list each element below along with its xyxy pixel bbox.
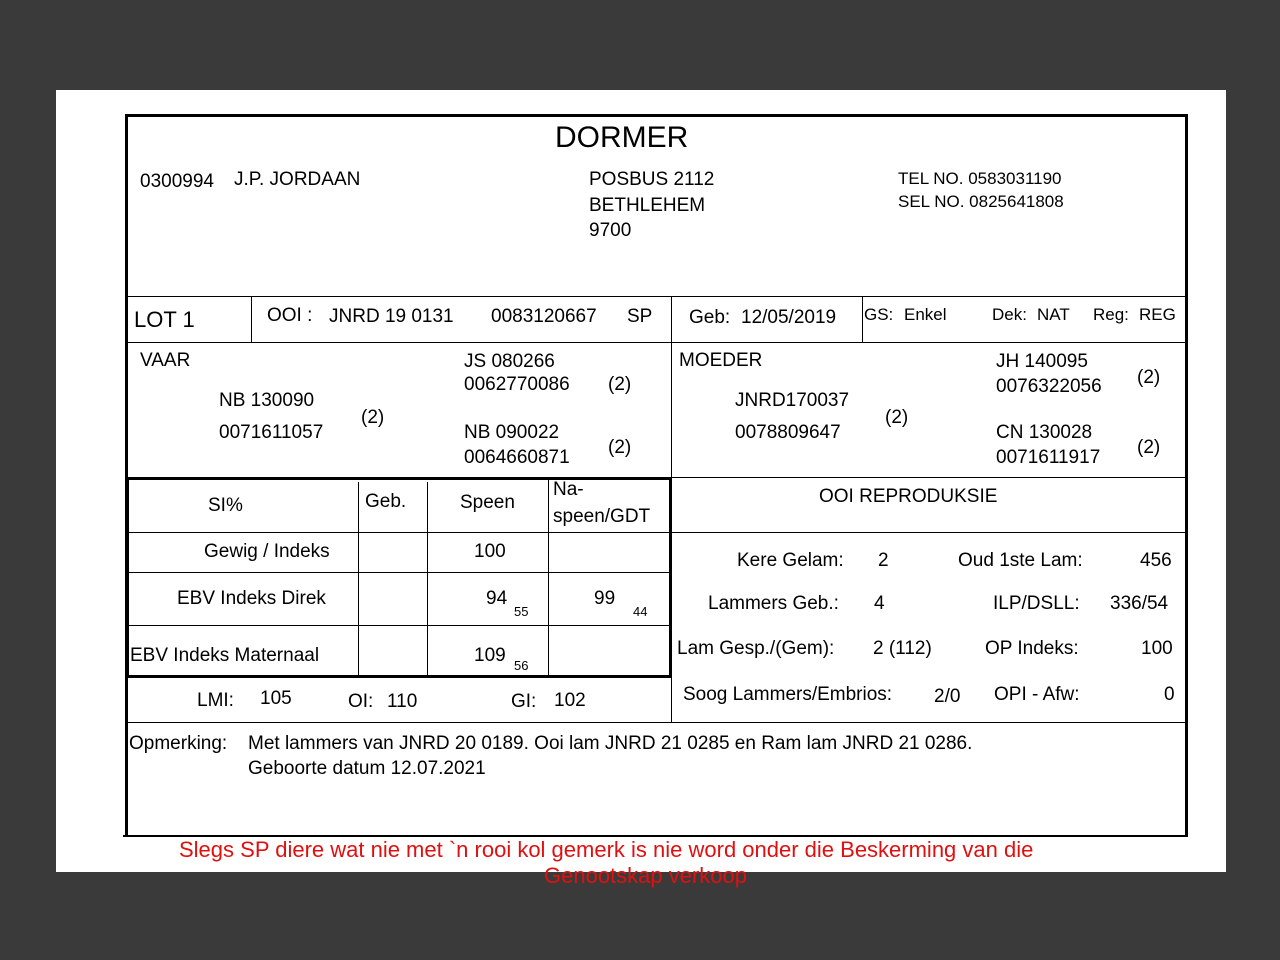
line-index-col2 [427,482,428,676]
moeder-number: 0078809647 [735,422,841,443]
remarks-line-2: Geboorte datum 12.07.2021 [248,758,486,779]
moeder-dam-id: CN 130028 [996,422,1093,443]
index-row-naspeen: 99 [594,588,616,609]
remarks-line-1: Met lammers van JNRD 20 0189. Ooi lam JNRD 21 0285 en Ram lam JNRD 21 0286. [248,733,973,754]
address-line-2: BETHLEHEM [589,195,706,216]
line-index-right [669,477,672,677]
line-index-row1 [126,532,672,533]
kere-label: Kere Gelam: [737,550,844,571]
soog-value: 2/0 [934,686,961,707]
vaar-number: 0071611057 [219,422,324,443]
ilp-value: 336/54 [1110,593,1169,614]
moeder-sire-number: 0076322056 [996,376,1102,397]
ilp-label: ILP/DSLL: [993,593,1080,614]
line-repro-title [672,532,1188,533]
moeder-label: MOEDER [679,350,763,371]
line-repro-top [672,477,1188,478]
gs-value: Enkel [904,305,947,324]
owner-name: J.P. JORDAAN [234,169,361,190]
reg-label: Reg: [1093,305,1129,324]
ooi-label: OOI : [267,305,313,326]
moeder-dam-number: 0071611917 [996,447,1101,468]
owner-id: 0300994 [140,171,214,192]
dek-label: Dek: [992,305,1027,324]
gs-label: GS: [864,305,894,324]
vaar-dam-id: NB 090022 [464,422,560,443]
oud-label: Oud 1ste Lam: [958,550,1083,571]
index-row-speen-sub: 55 [514,604,529,619]
index-row-speen: 94 [486,588,508,609]
line-gs-divider [862,296,863,342]
frame-left [125,114,128,836]
frame-right [1185,114,1188,836]
geb-label: Geb: [689,307,731,328]
lmi-value: 105 [260,688,292,709]
op-label: OP Indeks: [985,638,1079,659]
opi-value: 0 [1164,684,1175,705]
reg-value: REG [1139,305,1176,324]
gesp-label: Lam Gesp./(Gem): [677,638,835,659]
dek-value: NAT [1037,305,1070,324]
gesp-value: 2 (112) [873,638,932,659]
index-row-speen-sub: 56 [514,658,529,673]
vaar-sire-number: 0062770086 [464,374,570,395]
index-row-label: EBV Indeks Maternaal [130,645,320,666]
index-header-si: SI% [208,495,243,516]
vaar-id: NB 130090 [219,390,315,411]
oi-value: 110 [387,691,418,712]
gi-label: GI: [511,691,537,712]
line-index-col1 [358,482,359,676]
line-summary-bottom [126,722,1188,723]
tel-number: TEL NO. 0583031190 [898,169,1062,188]
index-row-label: EBV Indeks Direk [177,588,326,609]
kere-value: 2 [878,550,889,571]
line-index-row2 [126,572,672,573]
oi-label: OI: [348,691,374,712]
index-row-speen: 109 [474,645,506,666]
line-lot-top [126,296,1188,297]
breed-title: DORMER [555,121,689,154]
ooi-number: 0083120667 [491,306,597,327]
remarks-label: Opmerking: [129,733,228,754]
cell-number: SEL NO. 0825641808 [898,192,1064,211]
lmi-label: LMI: [197,690,234,711]
op-value: 100 [1141,638,1173,659]
auction-card [56,90,1226,888]
frame-top [126,114,1188,117]
line-index-bottom [126,675,672,678]
footer-notice-cut: Genootskap verkoop [544,863,748,888]
geb-value: 12/05/2019 [741,307,837,328]
index-row-speen: 100 [474,541,506,562]
moeder-id: JNRD170037 [735,390,850,411]
line-index-row3 [126,625,672,626]
vaar-label: VAAR [140,350,191,371]
gi-value: 102 [554,690,586,711]
vaar-dam-number: 0064660871 [464,447,570,468]
lot-label: LOT 1 [134,307,195,332]
lammers-value: 4 [874,593,885,614]
soog-label: Soog Lammers/Embrios: [683,684,893,705]
index-header-geb: Geb. [365,491,407,512]
moeder-sire-count: (2) [1137,367,1161,388]
line-index-col3 [548,480,549,676]
moeder-dam-count: (2) [1137,437,1161,458]
index-header-speen-gdt: speen/GDT [553,506,651,527]
lammers-label: Lammers Geb.: [708,593,839,614]
vaar-sire-id: JS 080266 [464,351,555,372]
vaar-sire-count: (2) [608,374,632,395]
ooi-code: SP [627,306,653,327]
index-row-naspeen-sub: 44 [633,604,648,619]
oud-value: 456 [1140,550,1172,571]
moeder-count: (2) [885,407,909,428]
line-lot-bottom [126,342,1188,343]
line-geb-divider [671,296,672,342]
address-line-1: POSBUS 2112 [589,169,715,190]
vaar-dam-count: (2) [608,437,632,458]
repro-title: OOI REPRODUKSIE [819,486,998,507]
line-index-top [126,477,672,480]
vaar-count: (2) [361,407,385,428]
ooi-value: JNRD 19 0131 [329,306,454,327]
line-lot-divider [251,296,252,342]
address-line-3: 9700 [589,220,632,241]
opi-label: OPI - Afw: [994,684,1080,705]
moeder-sire-id: JH 140095 [996,351,1088,372]
index-header-na: Na- [553,479,584,500]
index-header-speen: Speen [460,492,515,513]
index-row-label: Gewig / Indeks [204,541,330,562]
footer-notice: Slegs SP diere wat nie met `n rooi kol gemerk is nie word onder die Beskerming van die [179,837,1034,862]
line-index-left [128,477,129,677]
